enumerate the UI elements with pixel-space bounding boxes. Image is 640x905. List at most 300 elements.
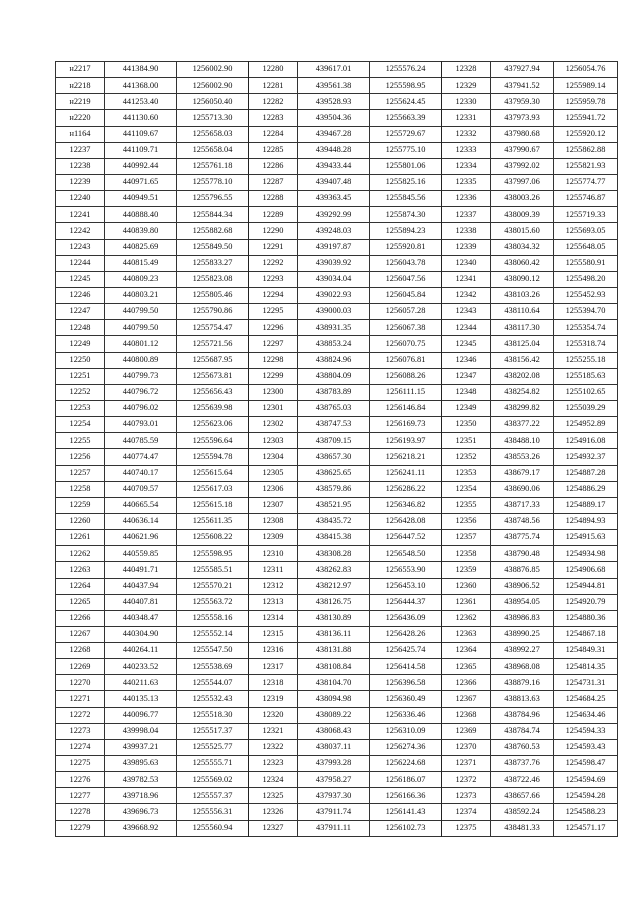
point-id-cell: 12353	[442, 465, 491, 481]
point-id-cell: 12239	[56, 174, 105, 190]
x-coordinate-cell: 438104.70	[298, 675, 370, 691]
point-id-cell: 12335	[442, 174, 491, 190]
y-coordinate-cell: 1255805.46	[177, 287, 249, 303]
point-id-cell: 12341	[442, 271, 491, 287]
y-coordinate-cell: 1255544.07	[177, 675, 249, 691]
x-coordinate-cell: 440621.96	[105, 530, 177, 546]
x-coordinate-cell: 440809.23	[105, 271, 177, 287]
y-coordinate-cell: 1255778.10	[177, 174, 249, 190]
x-coordinate-cell: 438212.97	[298, 578, 370, 594]
point-id-cell: 12324	[249, 772, 298, 788]
x-coordinate-cell: 438931.35	[298, 320, 370, 336]
point-id-cell: 12288	[249, 191, 298, 207]
x-coordinate-cell: 438853.24	[298, 336, 370, 352]
y-coordinate-cell: 1256102.73	[370, 820, 442, 836]
x-coordinate-cell: 441109.71	[105, 142, 177, 158]
table-row	[56, 142, 618, 158]
point-id-cell: 12356	[442, 513, 491, 529]
point-id-cell: 12302	[249, 417, 298, 433]
point-id-cell: 12254	[56, 417, 105, 433]
point-id-cell: 12358	[442, 546, 491, 562]
point-id-cell: 12238	[56, 158, 105, 174]
x-coordinate-cell: 439937.21	[105, 739, 177, 755]
y-coordinate-cell: 1255552.14	[177, 626, 249, 642]
point-id-cell: 12359	[442, 562, 491, 578]
table-row	[56, 465, 618, 481]
point-id-cell: 12290	[249, 223, 298, 239]
x-coordinate-cell: 438488.10	[491, 433, 554, 449]
x-coordinate-cell: 439407.48	[298, 174, 370, 190]
x-coordinate-cell: 438784.74	[491, 723, 554, 739]
x-coordinate-cell: 440799.73	[105, 368, 177, 384]
y-coordinate-cell: 1254867.18	[554, 626, 618, 642]
y-coordinate-cell: 1255663.39	[370, 110, 442, 126]
x-coordinate-cell: 437911.74	[298, 804, 370, 820]
table-row	[56, 788, 618, 804]
y-coordinate-cell: 1255538.69	[177, 659, 249, 675]
x-coordinate-cell: 439696.73	[105, 804, 177, 820]
y-coordinate-cell: 1255394.70	[554, 304, 618, 320]
y-coordinate-cell: 1254920.79	[554, 594, 618, 610]
y-coordinate-cell: 1256548.50	[370, 546, 442, 562]
point-id-cell: 12331	[442, 110, 491, 126]
x-coordinate-cell: 438009.39	[491, 207, 554, 223]
x-coordinate-cell: 437980.68	[491, 126, 554, 142]
table-row	[56, 626, 618, 642]
x-coordinate-cell: 441368.00	[105, 78, 177, 94]
point-id-cell: 12311	[249, 562, 298, 578]
x-coordinate-cell: 438126.75	[298, 594, 370, 610]
point-id-cell: 12336	[442, 191, 491, 207]
point-id-cell: 12305	[249, 465, 298, 481]
point-id-cell: 12328	[442, 62, 491, 78]
y-coordinate-cell: 1255557.37	[177, 788, 249, 804]
point-id-cell: 12268	[56, 643, 105, 659]
x-coordinate-cell: 440888.40	[105, 207, 177, 223]
y-coordinate-cell: 1255518.30	[177, 707, 249, 723]
y-coordinate-cell: 1256166.36	[370, 788, 442, 804]
y-coordinate-cell: 1256218.21	[370, 449, 442, 465]
point-id-cell: 12373	[442, 788, 491, 804]
x-coordinate-cell: 440135.13	[105, 691, 177, 707]
y-coordinate-cell: 1255615.64	[177, 465, 249, 481]
table-row	[56, 94, 618, 110]
x-coordinate-cell: 438790.48	[491, 546, 554, 562]
table-row	[56, 287, 618, 303]
point-id-cell: 12325	[249, 788, 298, 804]
x-coordinate-cell: 438156.42	[491, 352, 554, 368]
point-id-cell: 12253	[56, 400, 105, 416]
y-coordinate-cell: 1254588.23	[554, 804, 618, 820]
y-coordinate-cell: 1254944.81	[554, 578, 618, 594]
point-id-cell: 12349	[442, 400, 491, 416]
table-row	[56, 659, 618, 675]
x-coordinate-cell: 439504.36	[298, 110, 370, 126]
x-coordinate-cell: 437927.94	[491, 62, 554, 78]
point-id-cell: 12265	[56, 594, 105, 610]
y-coordinate-cell: 1255801.06	[370, 158, 442, 174]
y-coordinate-cell: 1255255.18	[554, 352, 618, 368]
table-row	[56, 384, 618, 400]
point-id-cell: 12297	[249, 336, 298, 352]
x-coordinate-cell: 438804.09	[298, 368, 370, 384]
point-id-cell: 12370	[442, 739, 491, 755]
x-coordinate-cell: 438579.86	[298, 481, 370, 497]
y-coordinate-cell: 1254916.08	[554, 433, 618, 449]
y-coordinate-cell: 1254731.31	[554, 675, 618, 691]
point-id-cell: 12315	[249, 626, 298, 642]
y-coordinate-cell: 1255761.18	[177, 158, 249, 174]
y-coordinate-cell: 1255648.05	[554, 239, 618, 255]
y-coordinate-cell: 1255532.43	[177, 691, 249, 707]
coordinate-sheet	[55, 61, 617, 837]
y-coordinate-cell: 1255617.03	[177, 481, 249, 497]
point-id-cell: 12314	[249, 610, 298, 626]
point-id-cell: 12309	[249, 530, 298, 546]
table-row	[56, 481, 618, 497]
x-coordinate-cell: 441130.60	[105, 110, 177, 126]
y-coordinate-cell: 1255713.30	[177, 110, 249, 126]
x-coordinate-cell: 438481.33	[491, 820, 554, 836]
y-coordinate-cell: 1255920.81	[370, 239, 442, 255]
y-coordinate-cell: 1255598.95	[177, 546, 249, 562]
y-coordinate-cell: 1256444.37	[370, 594, 442, 610]
y-coordinate-cell: 1256002.90	[177, 62, 249, 78]
point-id-cell: 12303	[249, 433, 298, 449]
y-coordinate-cell: 1256186.07	[370, 772, 442, 788]
point-id-cell: 12284	[249, 126, 298, 142]
y-coordinate-cell: 1255754.47	[177, 320, 249, 336]
table-row	[56, 207, 618, 223]
y-coordinate-cell: 1254934.98	[554, 546, 618, 562]
x-coordinate-cell: 438377.22	[491, 417, 554, 433]
table-row	[56, 513, 618, 529]
y-coordinate-cell: 1256414.58	[370, 659, 442, 675]
point-id-cell: 12343	[442, 304, 491, 320]
point-id-cell: 12246	[56, 287, 105, 303]
y-coordinate-cell: 1255569.02	[177, 772, 249, 788]
y-coordinate-cell: 1256436.09	[370, 610, 442, 626]
x-coordinate-cell: 440971.65	[105, 174, 177, 190]
y-coordinate-cell: 1255845.56	[370, 191, 442, 207]
x-coordinate-cell: 439998.04	[105, 723, 177, 739]
y-coordinate-cell: 1255833.27	[177, 255, 249, 271]
point-id-cell: 12240	[56, 191, 105, 207]
point-id-cell: 12255	[56, 433, 105, 449]
x-coordinate-cell: 439022.93	[298, 287, 370, 303]
y-coordinate-cell: 1256054.76	[554, 62, 618, 78]
x-coordinate-cell: 438783.89	[298, 384, 370, 400]
y-coordinate-cell: 1255185.63	[554, 368, 618, 384]
point-id-cell: 12375	[442, 820, 491, 836]
y-coordinate-cell: 1254906.68	[554, 562, 618, 578]
y-coordinate-cell: 1256076.81	[370, 352, 442, 368]
x-coordinate-cell: 438094.98	[298, 691, 370, 707]
x-coordinate-cell: 439292.99	[298, 207, 370, 223]
point-id-cell: 12270	[56, 675, 105, 691]
x-coordinate-cell: 437959.30	[491, 94, 554, 110]
point-id-cell: 12360	[442, 578, 491, 594]
x-coordinate-cell: 438747.53	[298, 417, 370, 433]
x-coordinate-cell: 437941.52	[491, 78, 554, 94]
y-coordinate-cell: 1255775.10	[370, 142, 442, 158]
x-coordinate-cell: 439467.28	[298, 126, 370, 142]
x-coordinate-cell: 438737.76	[491, 756, 554, 772]
y-coordinate-cell: 1255452.93	[554, 287, 618, 303]
x-coordinate-cell: 440665.54	[105, 497, 177, 513]
point-id-cell: 12354	[442, 481, 491, 497]
point-id-cell: 12267	[56, 626, 105, 642]
y-coordinate-cell: 1255823.08	[177, 271, 249, 287]
point-id-cell: н1164	[56, 126, 105, 142]
point-id-cell: 12259	[56, 497, 105, 513]
point-id-cell: 12293	[249, 271, 298, 287]
point-id-cell: 12372	[442, 772, 491, 788]
y-coordinate-cell: 1255102.65	[554, 384, 618, 400]
y-coordinate-cell: 1256447.52	[370, 530, 442, 546]
point-id-cell: 12299	[249, 368, 298, 384]
table-row	[56, 691, 618, 707]
y-coordinate-cell: 1255570.21	[177, 578, 249, 594]
y-coordinate-cell: 1255039.29	[554, 400, 618, 416]
x-coordinate-cell: 438879.16	[491, 675, 554, 691]
point-id-cell: 12323	[249, 756, 298, 772]
table-row	[56, 239, 618, 255]
table-row	[56, 433, 618, 449]
y-coordinate-cell: 1255894.23	[370, 223, 442, 239]
x-coordinate-cell: 438876.85	[491, 562, 554, 578]
x-coordinate-cell: 438108.84	[298, 659, 370, 675]
y-coordinate-cell: 1256396.58	[370, 675, 442, 691]
x-coordinate-cell: 439561.38	[298, 78, 370, 94]
table-row	[56, 336, 618, 352]
y-coordinate-cell: 1254814.35	[554, 659, 618, 675]
table-row	[56, 723, 618, 739]
y-coordinate-cell: 1254880.36	[554, 610, 618, 626]
point-id-cell: 12364	[442, 643, 491, 659]
x-coordinate-cell: 440796.72	[105, 384, 177, 400]
x-coordinate-cell: 438954.05	[491, 594, 554, 610]
y-coordinate-cell: 1256336.46	[370, 707, 442, 723]
point-id-cell: 12275	[56, 756, 105, 772]
x-coordinate-cell: 438906.52	[491, 578, 554, 594]
point-id-cell: 12322	[249, 739, 298, 755]
y-coordinate-cell: 1255656.43	[177, 384, 249, 400]
y-coordinate-cell: 1254889.17	[554, 497, 618, 513]
x-coordinate-cell: 440636.14	[105, 513, 177, 529]
y-coordinate-cell: 1256425.74	[370, 643, 442, 659]
y-coordinate-cell: 1255608.22	[177, 530, 249, 546]
x-coordinate-cell: 437911.11	[298, 820, 370, 836]
y-coordinate-cell: 1255920.12	[554, 126, 618, 142]
y-coordinate-cell: 1255882.68	[177, 223, 249, 239]
x-coordinate-cell: 440796.02	[105, 400, 177, 416]
point-id-cell: 12291	[249, 239, 298, 255]
table-row	[56, 223, 618, 239]
point-id-cell: 12326	[249, 804, 298, 820]
table-row	[56, 756, 618, 772]
point-id-cell: 12332	[442, 126, 491, 142]
point-id-cell: 12350	[442, 417, 491, 433]
y-coordinate-cell: 1254684.25	[554, 691, 618, 707]
x-coordinate-cell: 438748.56	[491, 513, 554, 529]
point-id-cell: 12247	[56, 304, 105, 320]
y-coordinate-cell: 1255639.98	[177, 400, 249, 416]
x-coordinate-cell: 438990.25	[491, 626, 554, 642]
x-coordinate-cell: 439000.03	[298, 304, 370, 320]
point-id-cell: 12337	[442, 207, 491, 223]
x-coordinate-cell: 437990.67	[491, 142, 554, 158]
point-id-cell: 12257	[56, 465, 105, 481]
point-id-cell: 12327	[249, 820, 298, 836]
y-coordinate-cell: 1255615.18	[177, 497, 249, 513]
point-id-cell: 12266	[56, 610, 105, 626]
y-coordinate-cell: 1256146.84	[370, 400, 442, 416]
y-coordinate-cell: 1256169.73	[370, 417, 442, 433]
x-coordinate-cell: 440815.49	[105, 255, 177, 271]
x-coordinate-cell: 441253.40	[105, 94, 177, 110]
x-coordinate-cell: 439363.45	[298, 191, 370, 207]
point-id-cell: 12264	[56, 578, 105, 594]
point-id-cell: 12320	[249, 707, 298, 723]
point-id-cell: 12252	[56, 384, 105, 400]
x-coordinate-cell: 438125.04	[491, 336, 554, 352]
x-coordinate-cell: 438202.08	[491, 368, 554, 384]
y-coordinate-cell: 1255687.95	[177, 352, 249, 368]
y-coordinate-cell: 1255774.77	[554, 174, 618, 190]
point-id-cell: 12318	[249, 675, 298, 691]
y-coordinate-cell: 1255558.16	[177, 610, 249, 626]
point-id-cell: 12365	[442, 659, 491, 675]
x-coordinate-cell: 440800.89	[105, 352, 177, 368]
point-id-cell: 12241	[56, 207, 105, 223]
y-coordinate-cell: 1256002.90	[177, 78, 249, 94]
y-coordinate-cell: 1256310.09	[370, 723, 442, 739]
point-id-cell: 12366	[442, 675, 491, 691]
x-coordinate-cell: 440491.71	[105, 562, 177, 578]
y-coordinate-cell: 1256428.26	[370, 626, 442, 642]
x-coordinate-cell: 438130.89	[298, 610, 370, 626]
point-id-cell: 12352	[442, 449, 491, 465]
point-id-cell: 12244	[56, 255, 105, 271]
point-id-cell: 12250	[56, 352, 105, 368]
y-coordinate-cell: 1254932.37	[554, 449, 618, 465]
point-id-cell: 12347	[442, 368, 491, 384]
table-row	[56, 804, 618, 820]
point-id-cell: 12317	[249, 659, 298, 675]
x-coordinate-cell: 438117.30	[491, 320, 554, 336]
y-coordinate-cell: 1256286.22	[370, 481, 442, 497]
x-coordinate-cell: 439617.01	[298, 62, 370, 78]
point-id-cell: н2219	[56, 94, 105, 110]
y-coordinate-cell: 1256453.10	[370, 578, 442, 594]
x-coordinate-cell: 440709.57	[105, 481, 177, 497]
y-coordinate-cell: 1255821.93	[554, 158, 618, 174]
y-coordinate-cell: 1255563.72	[177, 594, 249, 610]
x-coordinate-cell: 437958.27	[298, 772, 370, 788]
x-coordinate-cell: 440233.52	[105, 659, 177, 675]
y-coordinate-cell: 1255623.06	[177, 417, 249, 433]
y-coordinate-cell: 1256050.40	[177, 94, 249, 110]
y-coordinate-cell: 1255624.45	[370, 94, 442, 110]
y-coordinate-cell: 1255844.34	[177, 207, 249, 223]
point-id-cell: 12333	[442, 142, 491, 158]
table-row	[56, 739, 618, 755]
y-coordinate-cell: 1256224.68	[370, 756, 442, 772]
y-coordinate-cell: 1256047.56	[370, 271, 442, 287]
point-id-cell: 12355	[442, 497, 491, 513]
x-coordinate-cell: 438015.60	[491, 223, 554, 239]
table-row	[56, 772, 618, 788]
x-coordinate-cell: 438090.12	[491, 271, 554, 287]
x-coordinate-cell: 439448.28	[298, 142, 370, 158]
point-id-cell: 12245	[56, 271, 105, 287]
point-id-cell: 12249	[56, 336, 105, 352]
point-id-cell: 12274	[56, 739, 105, 755]
point-id-cell: 12258	[56, 481, 105, 497]
x-coordinate-cell: 440839.80	[105, 223, 177, 239]
x-coordinate-cell: 440437.94	[105, 578, 177, 594]
y-coordinate-cell: 1255941.72	[554, 110, 618, 126]
x-coordinate-cell: 438690.06	[491, 481, 554, 497]
table-row	[56, 707, 618, 723]
x-coordinate-cell: 437993.28	[298, 756, 370, 772]
x-coordinate-cell: 438775.74	[491, 530, 554, 546]
y-coordinate-cell: 1255796.55	[177, 191, 249, 207]
table-row	[56, 546, 618, 562]
table-row	[56, 110, 618, 126]
point-id-cell: 12261	[56, 530, 105, 546]
point-id-cell: 12361	[442, 594, 491, 610]
table-row	[56, 675, 618, 691]
y-coordinate-cell: 1255580.91	[554, 255, 618, 271]
point-id-cell: 12346	[442, 352, 491, 368]
x-coordinate-cell: 438034.32	[491, 239, 554, 255]
y-coordinate-cell: 1255525.77	[177, 739, 249, 755]
x-coordinate-cell: 439248.03	[298, 223, 370, 239]
point-id-cell: 12292	[249, 255, 298, 271]
x-coordinate-cell: 440407.81	[105, 594, 177, 610]
point-id-cell: 12283	[249, 110, 298, 126]
x-coordinate-cell: 438679.17	[491, 465, 554, 481]
point-id-cell: 12306	[249, 481, 298, 497]
table-row	[56, 352, 618, 368]
x-coordinate-cell: 440774.47	[105, 449, 177, 465]
x-coordinate-cell: 438968.08	[491, 659, 554, 675]
point-id-cell: 12276	[56, 772, 105, 788]
point-id-cell: 12286	[249, 158, 298, 174]
table-row	[56, 610, 618, 626]
y-coordinate-cell: 1256553.90	[370, 562, 442, 578]
x-coordinate-cell: 438521.95	[298, 497, 370, 513]
point-id-cell: 12313	[249, 594, 298, 610]
point-id-cell: 12334	[442, 158, 491, 174]
x-coordinate-cell: 439782.53	[105, 772, 177, 788]
table-row	[56, 562, 618, 578]
x-coordinate-cell: 438657.30	[298, 449, 370, 465]
y-coordinate-cell: 1256346.82	[370, 497, 442, 513]
x-coordinate-cell: 438709.15	[298, 433, 370, 449]
y-coordinate-cell: 1255693.05	[554, 223, 618, 239]
table-row	[56, 191, 618, 207]
point-id-cell: 12342	[442, 287, 491, 303]
point-id-cell: 12307	[249, 497, 298, 513]
point-id-cell: 12289	[249, 207, 298, 223]
x-coordinate-cell: 438722.46	[491, 772, 554, 788]
point-id-cell: 12279	[56, 820, 105, 836]
y-coordinate-cell: 1256360.49	[370, 691, 442, 707]
x-coordinate-cell: 440801.12	[105, 336, 177, 352]
